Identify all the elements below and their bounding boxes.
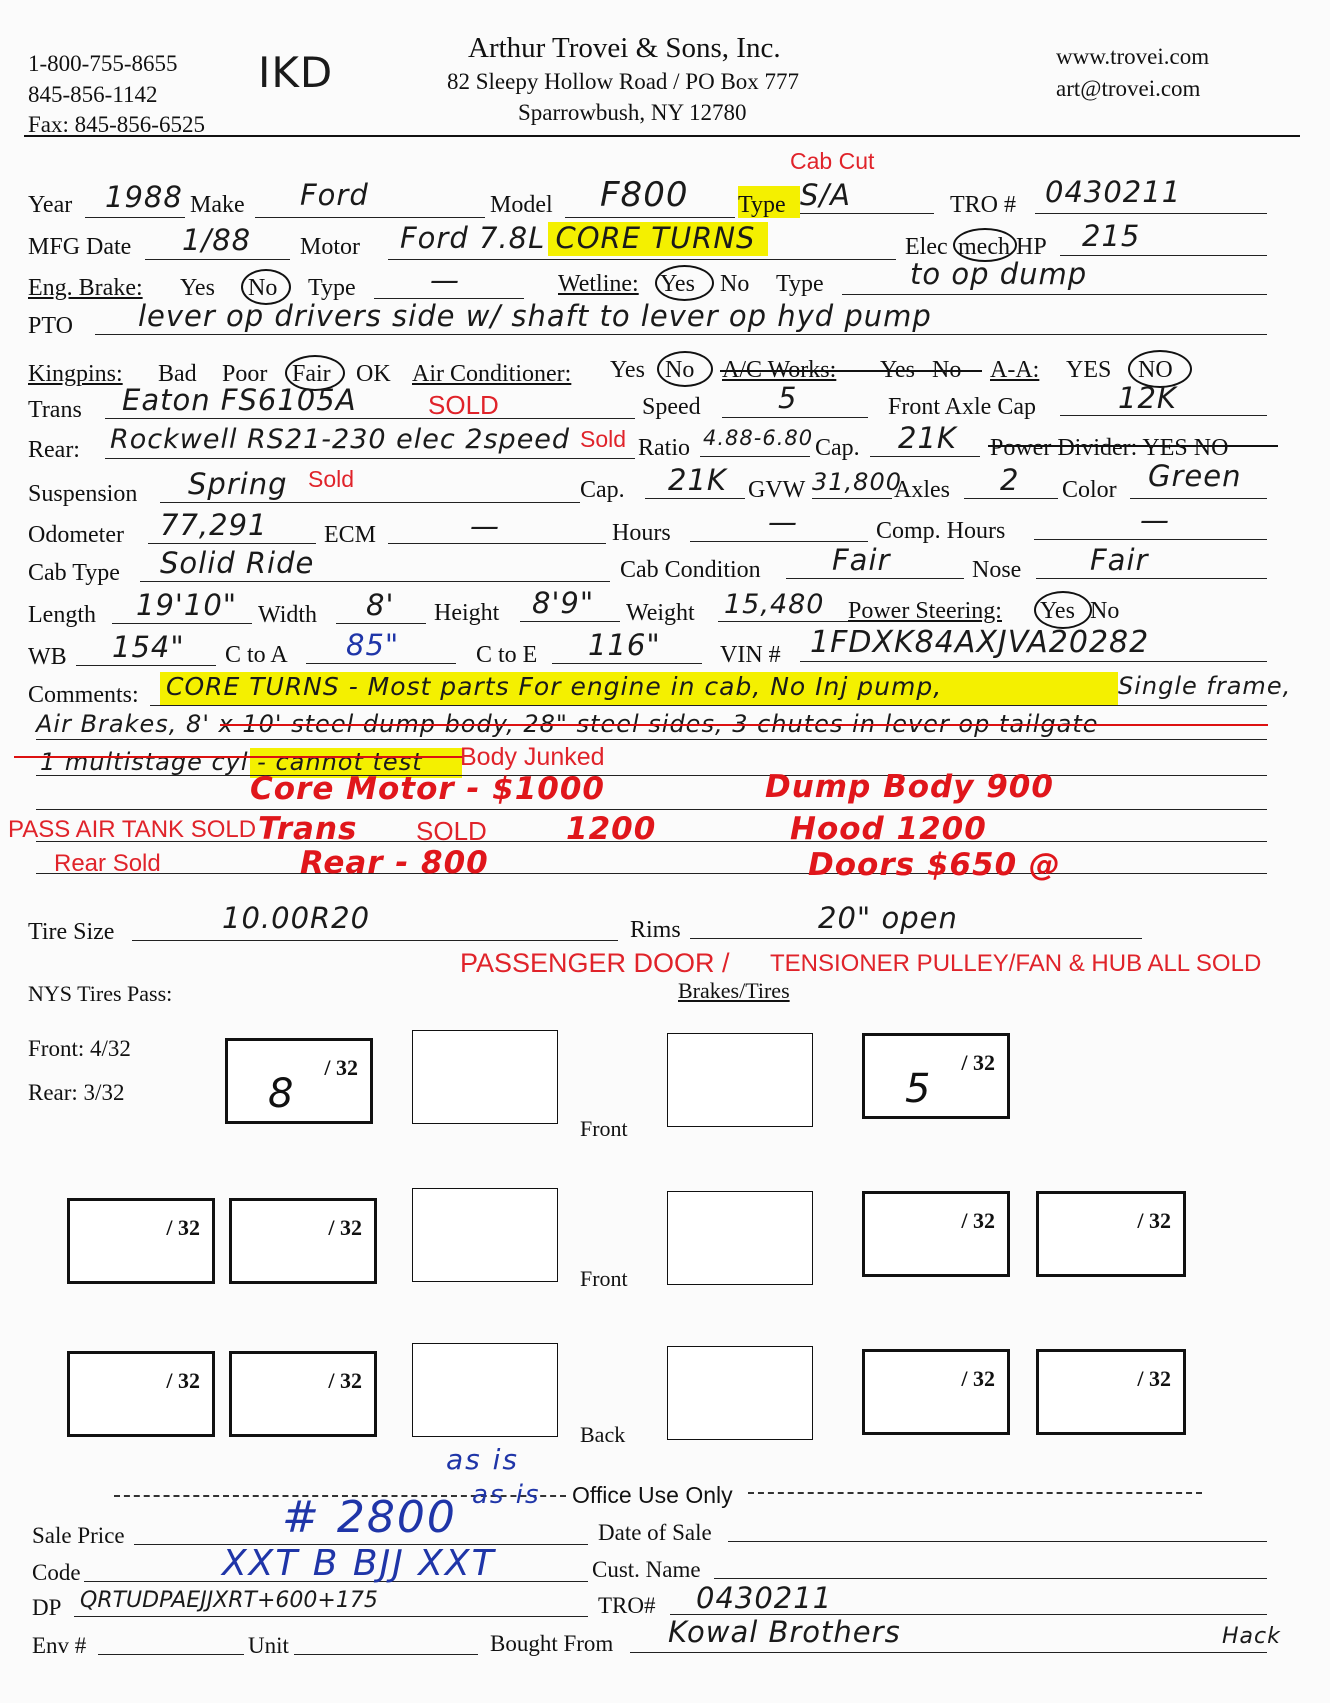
value-vin[interactable]: 1FDXK84AXJVA20282 [810, 625, 1150, 660]
comment-line-2 [36, 739, 1267, 740]
brake-box-back-right[interactable] [667, 1346, 813, 1440]
value-wb[interactable]: 154" [112, 630, 185, 664]
label-elec: Elec [905, 234, 948, 260]
company-address-1: 82 Sleepy Hollow Road / PO Box 777 [447, 69, 800, 94]
label-aa: A-A: [990, 357, 1040, 383]
annotation-trans-sold: SOLD [428, 390, 499, 420]
label-air-conditioner: Air Conditioner: [412, 361, 572, 387]
ac-works-strike [720, 370, 982, 372]
tire-box-fraction: / 32 [961, 1050, 995, 1075]
label-ac-works-yes: Yes [880, 357, 915, 383]
tire-box-mid-3[interactable] [862, 1191, 1010, 1277]
value-front-axle-cap[interactable]: 12K [1118, 381, 1177, 415]
field-width-line [336, 623, 426, 624]
value-cab-type[interactable]: Solid Ride [160, 546, 315, 580]
value-model[interactable]: F800 [600, 175, 689, 215]
value-nose[interactable]: Fair [1090, 543, 1149, 577]
value-sale-price[interactable]: # 2800 [282, 1492, 457, 1543]
field-speed-line [722, 417, 868, 418]
label-wetline: Wetline: [558, 271, 639, 297]
label-susp-cap: Cap. [580, 477, 625, 503]
field-wb-line [76, 665, 216, 666]
brake-box-front-left[interactable] [412, 1030, 558, 1124]
circle-ac-no [657, 351, 713, 387]
value-pto[interactable]: lever op drivers side w/ shaft to lever op hyd pump [138, 299, 932, 333]
label-code: Code [32, 1560, 81, 1585]
label-eng-brake-type: Type [308, 275, 356, 301]
label-color: Color [1062, 477, 1117, 503]
label-year: Year [28, 192, 73, 218]
label-comp-hours: Comp. Hours [876, 518, 1006, 544]
label-axles: Axles [894, 477, 950, 503]
label-wb: WB [28, 644, 67, 670]
tire-box-fraction: / 32 [324, 1055, 358, 1080]
label-tro-hash: TRO# [598, 1593, 656, 1618]
field-bought-from-line [630, 1652, 1267, 1653]
fax: Fax: 845-856-6525 [28, 112, 205, 137]
annotation-pass-air-tank: PASS AIR TANK SOLD [8, 816, 257, 843]
field-nose-line [1036, 578, 1267, 579]
field-trans-line [105, 418, 635, 419]
label-kingpins-fair: Fair [292, 361, 331, 387]
email: art@trovei.com [1056, 76, 1201, 101]
label-model: Model [490, 192, 553, 218]
field-c-to-a-line [306, 663, 456, 664]
tire-box-fraction: / 32 [166, 1215, 200, 1240]
field-ecm-line [388, 543, 606, 544]
label-power-divider: Power Divider: YES NO [990, 435, 1229, 461]
label-ac-no: No [665, 357, 695, 383]
value-gvw[interactable]: 31,800 [812, 468, 902, 496]
value-axles[interactable]: 2 [1000, 463, 1020, 497]
value-bought-extra: Hack [1222, 1624, 1281, 1649]
field-suspension-line [160, 502, 580, 503]
tire-tread-value: 8 [268, 1071, 294, 1117]
label-eng-brake-yes: Yes [180, 275, 215, 301]
label-office-use-only: Office Use Only [572, 1482, 733, 1508]
label-date-of-sale: Date of Sale [598, 1520, 712, 1545]
value-ecm[interactable]: — [470, 509, 500, 543]
field-rear-cap-line [870, 456, 980, 457]
field-type-line [800, 213, 934, 214]
tire-box-mid-4[interactable] [1036, 1191, 1186, 1277]
field-vin-line [800, 661, 1267, 662]
value-c-to-e[interactable]: 116" [588, 628, 661, 662]
label-c-to-a: C to A [225, 642, 288, 668]
field-susp-cap-line [645, 498, 745, 499]
value-comments-line-3[interactable]: 1 multistage cyl - cannot test [40, 748, 423, 776]
label-kingpins-bad: Bad [158, 361, 197, 387]
label-cab-condition: Cab Condition [620, 557, 761, 583]
label-trans: Trans [28, 397, 82, 423]
label-wetline-type: Type [776, 271, 824, 297]
comments-line-2-strike [220, 724, 1268, 726]
label-width: Width [258, 602, 318, 628]
value-code[interactable]: XXT B BJJ XXT [222, 1543, 496, 1584]
label-ecm: ECM [324, 522, 377, 548]
label-back: Back [580, 1422, 626, 1447]
phone-1: 1-800-755-8655 [28, 51, 178, 76]
value-as-is-1: as is [446, 1443, 520, 1476]
label-bought-from: Bought From [490, 1631, 614, 1656]
label-pto: PTO [28, 313, 73, 339]
field-rims-line [690, 938, 1142, 939]
label-power-steering: Power Steering: [848, 598, 1002, 624]
value-length[interactable]: 19'10" [136, 588, 238, 622]
field-date-of-sale-line [728, 1541, 1267, 1542]
value-width[interactable]: 8' [366, 588, 395, 622]
field-rear-line [105, 458, 635, 459]
label-kingpins-poor: Poor [222, 361, 268, 387]
label-ac-yes: Yes [610, 357, 645, 383]
power-divider-strike [988, 445, 1278, 447]
tire-box-fraction: / 32 [961, 1208, 995, 1233]
value-rear-cap[interactable]: 21K [898, 421, 957, 455]
label-comments: Comments: [28, 682, 139, 708]
value-wetline-type[interactable]: to op dump [910, 257, 1088, 291]
brake-box-back-left[interactable] [412, 1343, 558, 1437]
tire-box-fraction: / 32 [1137, 1208, 1171, 1233]
field-cab-condition-line [786, 578, 964, 579]
label-brakes-tires: Brakes/Tires [678, 978, 790, 1003]
label-eng-brake-no: No [248, 275, 278, 301]
value-year[interactable]: 1988 [105, 180, 183, 214]
company-address-2: Sparrowbush, NY 12780 [518, 100, 747, 125]
annotation-susp-sold: Sold [308, 466, 355, 492]
field-tire-size-line [132, 940, 618, 941]
label-rims: Rims [630, 917, 681, 943]
annotation-rear-sold-2: Rear Sold [54, 850, 161, 877]
field-make-line [255, 217, 485, 218]
value-c-to-a[interactable]: 85" [346, 628, 400, 662]
label-front-1: Front [580, 1116, 628, 1141]
circle-wetline-yes [655, 265, 714, 301]
tire-box-back-3[interactable] [862, 1349, 1010, 1435]
label-nys-tires-pass: NYS Tires Pass: [28, 981, 173, 1006]
field-hp-line [1060, 255, 1267, 256]
value-make[interactable]: Ford [300, 178, 369, 212]
tire-box-fraction: / 32 [961, 1366, 995, 1391]
label-ps-yes: Yes [1040, 598, 1075, 624]
label-tro: TRO # [950, 192, 1016, 218]
field-odometer-line [148, 543, 316, 544]
label-sale-price: Sale Price [32, 1523, 125, 1548]
field-pto-line [95, 334, 1267, 335]
field-length-line [112, 623, 252, 624]
label-c-to-e: C to E [476, 642, 538, 668]
tire-box-back-2[interactable] [229, 1351, 377, 1437]
value-bought-from[interactable]: Kowal Brothers [668, 1615, 901, 1649]
label-env: Env # [32, 1633, 87, 1658]
label-ratio: Ratio [638, 435, 690, 461]
label-cab-type: Cab Type [28, 560, 120, 586]
label-aa-no: NO [1138, 357, 1173, 383]
annotation-body-junked: Body Junked [460, 743, 605, 771]
tire-box-front-left-outer[interactable] [225, 1038, 373, 1124]
label-suspension: Suspension [28, 481, 138, 507]
value-tire-size[interactable]: 10.00R20 [222, 901, 371, 935]
website: www.trovei.com [1056, 44, 1210, 69]
value-cab-condition[interactable]: Fair [832, 543, 891, 577]
field-ratio-line [700, 456, 810, 457]
tire-box-mid-1[interactable] [67, 1198, 215, 1284]
label-motor: Motor [300, 234, 360, 260]
label-kingpins: Kingpins: [28, 361, 123, 387]
value-susp-cap[interactable]: 21K [668, 463, 727, 497]
label-length: Length [28, 602, 96, 628]
annotation-rear-sold: Sold [580, 426, 627, 452]
value-dp[interactable]: QRTUDPAEJJXRT+600+175 [80, 1588, 378, 1613]
label-front-requirement: Front: 4/32 [28, 1036, 131, 1061]
label-wetline-yes: Yes [660, 271, 695, 297]
field-hours-line [690, 541, 868, 542]
value-ratio[interactable]: 4.88-6.80 [703, 426, 814, 450]
field-wetline-type-line [842, 294, 1267, 295]
annotation-core-motor: Core Motor - $1000 [250, 771, 606, 807]
value-rear[interactable]: Rockwell RS21-230 elec 2speed [110, 424, 571, 455]
value-trans[interactable]: Eaton FS6105A [122, 383, 357, 417]
tire-tread-value: 5 [905, 1066, 931, 1112]
tire-box-back-4[interactable] [1036, 1349, 1186, 1435]
label-front-axle-cap: Front Axle Cap [888, 394, 1036, 420]
field-env-line [98, 1654, 244, 1655]
field-model-line [565, 217, 735, 218]
label-weight: Weight [626, 600, 695, 626]
brake-box-mid-right[interactable] [667, 1191, 813, 1285]
annotation-doors: Doors $650 @ [808, 847, 1061, 883]
label-ac-works-no: No [932, 357, 962, 383]
value-tro[interactable]: 0430211 [1045, 175, 1182, 209]
label-nose: Nose [972, 557, 1022, 583]
field-motor-line [388, 259, 896, 260]
value-speed[interactable]: 5 [778, 381, 798, 415]
phone-2: 845-856-1142 [28, 82, 158, 107]
label-eng-brake: Eng. Brake: [28, 275, 143, 301]
initials: IKD [258, 48, 334, 97]
annotation-dump-body: Dump Body 900 [765, 769, 1054, 805]
company-name: Arthur Trovei & Sons, Inc. [468, 32, 781, 64]
value-eng-brake-type[interactable]: — [430, 263, 460, 297]
annotation-trans-price: Trans [258, 811, 358, 847]
brake-box-front-right[interactable] [667, 1033, 813, 1127]
label-hp: HP [1016, 234, 1047, 260]
field-color-line [1130, 498, 1267, 499]
annotation-tensioner: TENSIONER PULLEY/FAN & HUB ALL SOLD [770, 950, 1262, 977]
label-front-2: Front [580, 1266, 628, 1291]
field-cust-name-line [714, 1578, 1267, 1579]
brake-box-mid-left[interactable] [412, 1188, 558, 1282]
label-gvw: GVW [748, 477, 806, 503]
header-divider [24, 135, 1300, 137]
value-color[interactable]: Green [1148, 459, 1242, 493]
field-cab-type-line [140, 581, 610, 582]
label-make: Make [190, 192, 245, 218]
label-dp: DP [32, 1595, 62, 1620]
comment-line-1 [150, 705, 1267, 706]
annotation-trans-price-value: 1200 [566, 811, 657, 847]
office-divider-right [748, 1492, 1202, 1494]
value-comp-hours[interactable]: — [1140, 503, 1170, 537]
value-suspension[interactable]: Spring [188, 467, 288, 501]
value-rims[interactable]: 20" open [818, 901, 958, 935]
field-unit-line [294, 1654, 478, 1655]
label-ps-no: No [1090, 598, 1120, 624]
tire-box-fraction: / 32 [1137, 1366, 1171, 1391]
annotation-trans-sold-2: SOLD [416, 816, 487, 846]
label-aa-yes: YES [1066, 357, 1112, 383]
label-rear-cap: Cap. [815, 435, 860, 461]
tire-box-fraction: / 32 [328, 1368, 362, 1393]
circle-ps-yes [1034, 591, 1092, 629]
field-tro-line [1035, 213, 1267, 214]
value-motor[interactable]: Ford 7.8L CORE TURNS [400, 221, 756, 255]
value-hp[interactable]: 215 [1082, 219, 1141, 253]
label-type: Type [738, 192, 786, 218]
field-dp-line [74, 1616, 588, 1617]
field-c-to-e-line [552, 663, 702, 664]
value-comments-line-2[interactable]: Air Brakes, 8' x 10' steel dump body, 28" steel sides, 3 chutes in lever op tailgate [36, 710, 1099, 738]
value-as-is-2: as is [472, 1480, 541, 1510]
field-height-line [520, 621, 620, 622]
value-hours[interactable]: — [768, 505, 798, 539]
label-rear: Rear: [28, 437, 80, 463]
field-front-axle-line [1060, 415, 1267, 416]
comment-line-6 [36, 873, 1267, 874]
annotation-rear-price: Rear - 800 [300, 845, 489, 881]
value-comments-line-1[interactable]: CORE TURNS - Most parts For engine in cab, No Inj pump, [166, 672, 943, 701]
label-cust-name: Cust. Name [592, 1557, 701, 1582]
label-mfg-date: MFG Date [28, 234, 132, 260]
label-tire-size: Tire Size [28, 919, 115, 945]
tire-box-front-right-outer[interactable] [862, 1033, 1010, 1119]
label-ac-works: A/C Works: [722, 357, 837, 383]
annotation-hood: Hood 1200 [790, 811, 987, 847]
label-hours: Hours [612, 520, 671, 546]
label-vin: VIN # [720, 642, 781, 668]
annotation-cab-cut: Cab Cut [790, 148, 875, 174]
label-height: Height [434, 600, 500, 626]
field-year-line [85, 217, 185, 218]
value-mfg-date[interactable]: 1/88 [182, 223, 252, 257]
value-weight[interactable]: 15,480 [724, 589, 825, 620]
label-rear-requirement: Rear: 3/32 [28, 1080, 125, 1105]
label-wetline-no: No [720, 271, 750, 297]
annotation-passenger-door: PASSENGER DOOR / [460, 948, 730, 978]
field-comp-hours-line [1034, 539, 1267, 540]
field-axles-line [964, 498, 1058, 499]
field-mfg-line [145, 259, 290, 260]
label-kingpins-ok: OK [356, 361, 391, 387]
tire-box-fraction: / 32 [328, 1215, 362, 1240]
label-unit: Unit [248, 1633, 289, 1658]
comment-line-4 [36, 809, 1267, 810]
field-gvw-line [812, 498, 892, 499]
field-weight-line [718, 621, 848, 622]
value-odometer[interactable]: 77,291 [160, 508, 268, 542]
value-type[interactable]: S/A [800, 178, 852, 212]
tire-box-fraction: / 32 [166, 1368, 200, 1393]
value-height[interactable]: 8'9" [532, 586, 595, 620]
value-tro-hash[interactable]: 0430211 [696, 1581, 833, 1615]
comments-line-3-strike [14, 756, 464, 758]
label-odometer: Odometer [28, 522, 124, 548]
label-mech: mech [958, 234, 1010, 260]
tire-box-back-1[interactable] [67, 1351, 215, 1437]
label-speed: Speed [642, 394, 701, 420]
value-comments-line-1b[interactable]: Single frame, [1118, 672, 1292, 700]
comment-line-3 [36, 775, 1267, 776]
tire-box-mid-2[interactable] [229, 1198, 377, 1284]
